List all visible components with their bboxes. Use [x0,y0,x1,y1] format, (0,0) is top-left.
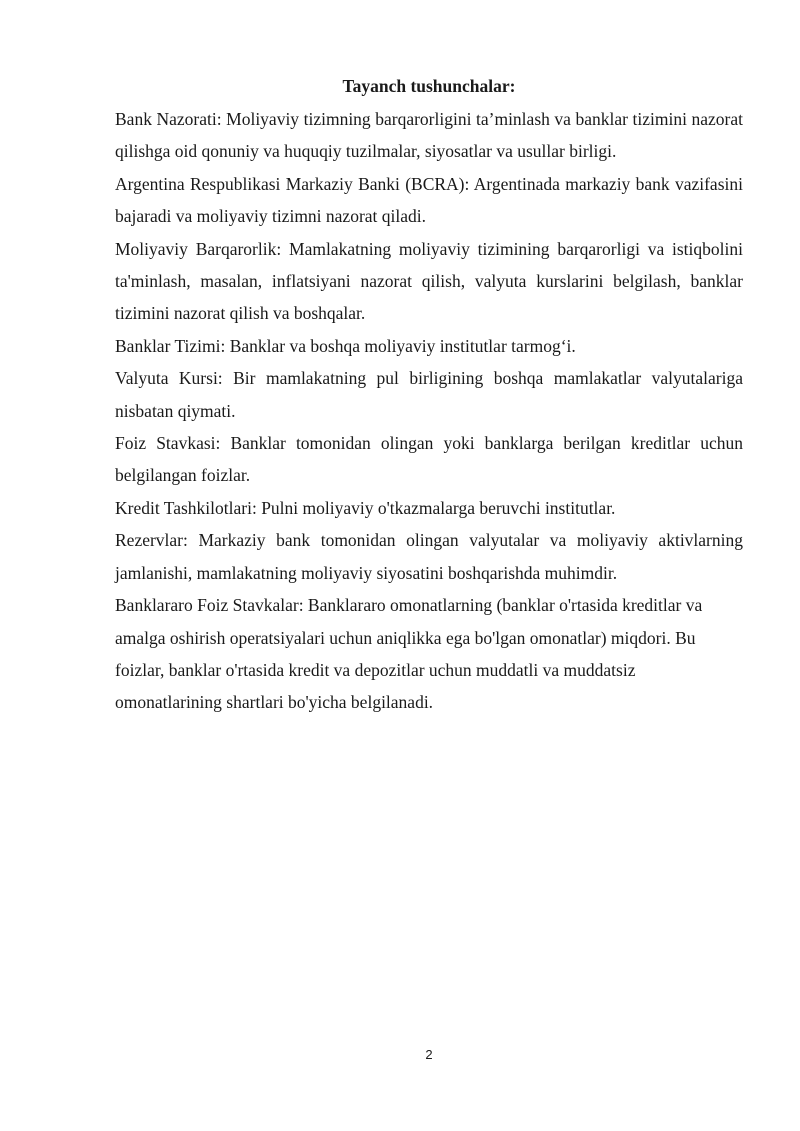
document-body [115,103,743,719]
page-number: 2 [425,1047,433,1062]
page-heading: Tayanch tushunchalar: [342,76,516,96]
paragraph-kredit-tashkilotlari: Kredit Tashkilotlari: Pulni moliyaviy o'tkazmalarga beruvchi institutlar. [115,497,616,518]
paragraph-moliyaviy-barqarorlik: Moliyaviy Barqarorlik: Mamlakatning moliyaviy tizimining barqarorligi va istiqbolini ta'minlash, masalan, inflatsiyani nazorat qilish, valyuta kurslarini belgilash, banklar tizimini nazorat qilish va boshqalar. [115,238,743,324]
paragraph-rezervlar: Rezervlar: Markaziy bank tomonidan olingan valyutalar va moliyaviy aktivlarning jamlanishi, mamlakatning moliyaviy siyosatini boshqarishda muhimdir. [115,530,743,583]
paragraph-banklararo-foiz-stavkalar: Banklararo Foiz Stavkalar: Banklararo omonatlarning (banklar o'rtasida kreditlar va amalga oshirish operatsiyalari uchun aniqlikka ega bo'lgan omonatlar) miqdori. Bu foizlar, banklar o'rtasida kredit va depozitlar uchun muddatli va muddatsiz omonatlarining shartlari bo'yicha belgilanadi. [115,595,703,713]
paragraph-banklar-tizimi: Banklar Tizimi: Banklar va boshqa moliyaviy institutlar tarmog‘i. [115,335,576,356]
paragraph-foiz-stavkasi: Foiz Stavkasi: Banklar tomonidan olingan yoki banklarga berilgan kreditlar uchun belgilangan foizlar. [115,433,743,486]
paragraph-bcra: Argentina Respublikasi Markaziy Banki (BCRA): Argentinada markaziy bank vazifasini bajaradi va moliyaviy tizimni nazorat qiladi. [115,173,743,227]
paragraph-valyuta-kursi: Valyuta Kursi: Bir mamlakatning pul birligining boshqa mamlakatlar valyutalariga nisbatan qiymati. [115,368,743,421]
paragraph-bank-nazorati: Bank Nazorati: Moliyaviy tizimning barqarorligini ta’minlash va banklar tizimini nazorat qilishga oid qonuniy va huquqiy tuzilmalar, siyosatlar va usullar birligi. [115,109,743,162]
